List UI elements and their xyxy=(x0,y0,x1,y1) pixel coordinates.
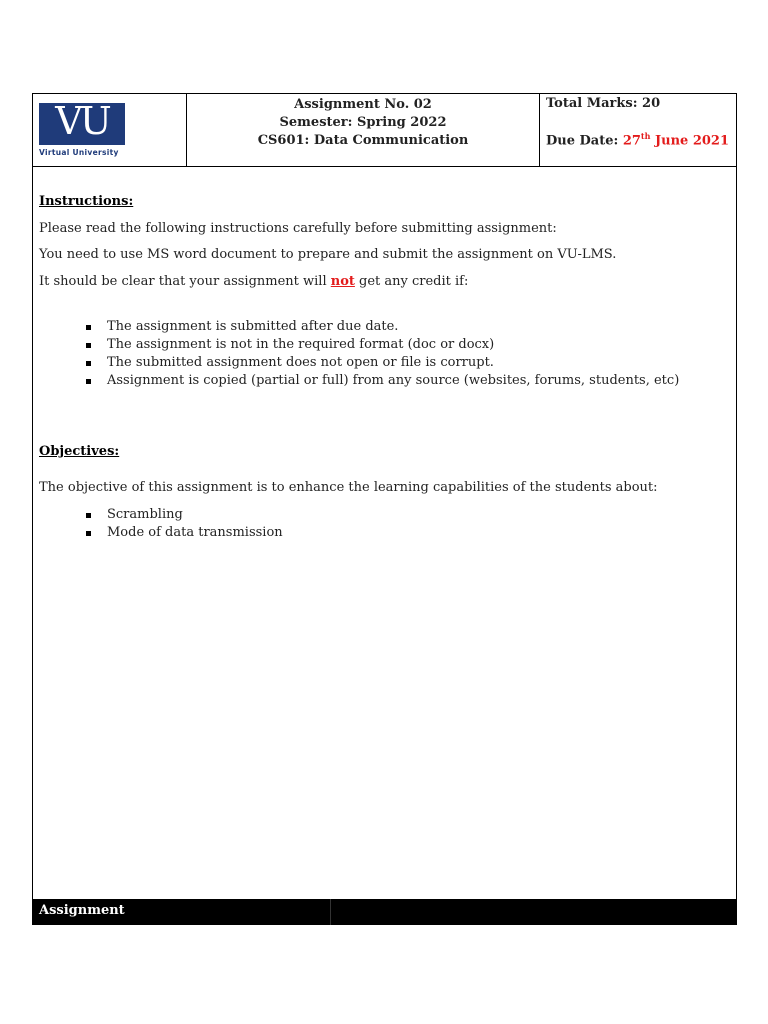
header-table xyxy=(33,94,736,167)
due-sup: th xyxy=(640,131,651,141)
list-item: Assignment is copied (partial or full) from any source (websites, forums, students, etc) xyxy=(83,372,679,390)
instructions-line-3 xyxy=(39,274,468,289)
semester: Semester: Spring 2022 xyxy=(279,115,447,130)
due-label: Due Date: xyxy=(546,133,623,149)
objectives-heading: Objectives: xyxy=(39,444,120,459)
list-item: Mode of data transmission xyxy=(83,524,283,542)
footer-bar xyxy=(33,899,736,925)
footer-label: Assignment xyxy=(39,903,125,918)
list-item: The assignment is submitted after due date. xyxy=(83,318,679,336)
instructions-list xyxy=(83,318,679,390)
marks-cell xyxy=(540,94,736,166)
objectives-intro: The objective of this assignment is to enhance the learning capabilities of the students about: xyxy=(39,480,658,495)
line3-pre: It should be clear that your assignment will xyxy=(39,274,331,289)
list-item: Scrambling xyxy=(83,506,283,524)
instructions-heading: Instructions: xyxy=(39,194,134,209)
list-item: The submitted assignment does not open or file is corrupt. xyxy=(83,354,679,372)
total-marks: Total Marks: 20 xyxy=(546,96,661,111)
footer-divider xyxy=(330,899,331,925)
logo-subtitle: Virtual University xyxy=(39,148,119,157)
due-rest: June 2021 xyxy=(650,133,729,149)
assignment-number: Assignment No. 02 xyxy=(294,97,432,112)
list-item: The assignment is not in the required format (doc or docx) xyxy=(83,336,679,354)
document-page xyxy=(32,93,737,925)
objectives-list xyxy=(83,506,283,542)
vu-logo xyxy=(39,99,125,145)
course-title: CS601: Data Communication xyxy=(257,133,469,148)
line3-post: get any credit if: xyxy=(354,274,469,289)
not-emphasis: not xyxy=(330,274,355,289)
due-date xyxy=(546,131,729,148)
instructions-line-2: You need to use MS word document to prepare and submit the assignment on VU-LMS. xyxy=(39,247,617,262)
logo-text: VU xyxy=(55,99,109,143)
due-day: 27 xyxy=(622,133,641,149)
logo-cell xyxy=(33,94,187,166)
instructions-line-1: Please read the following instructions carefully before submitting assignment: xyxy=(39,221,557,236)
title-cell xyxy=(187,94,540,166)
